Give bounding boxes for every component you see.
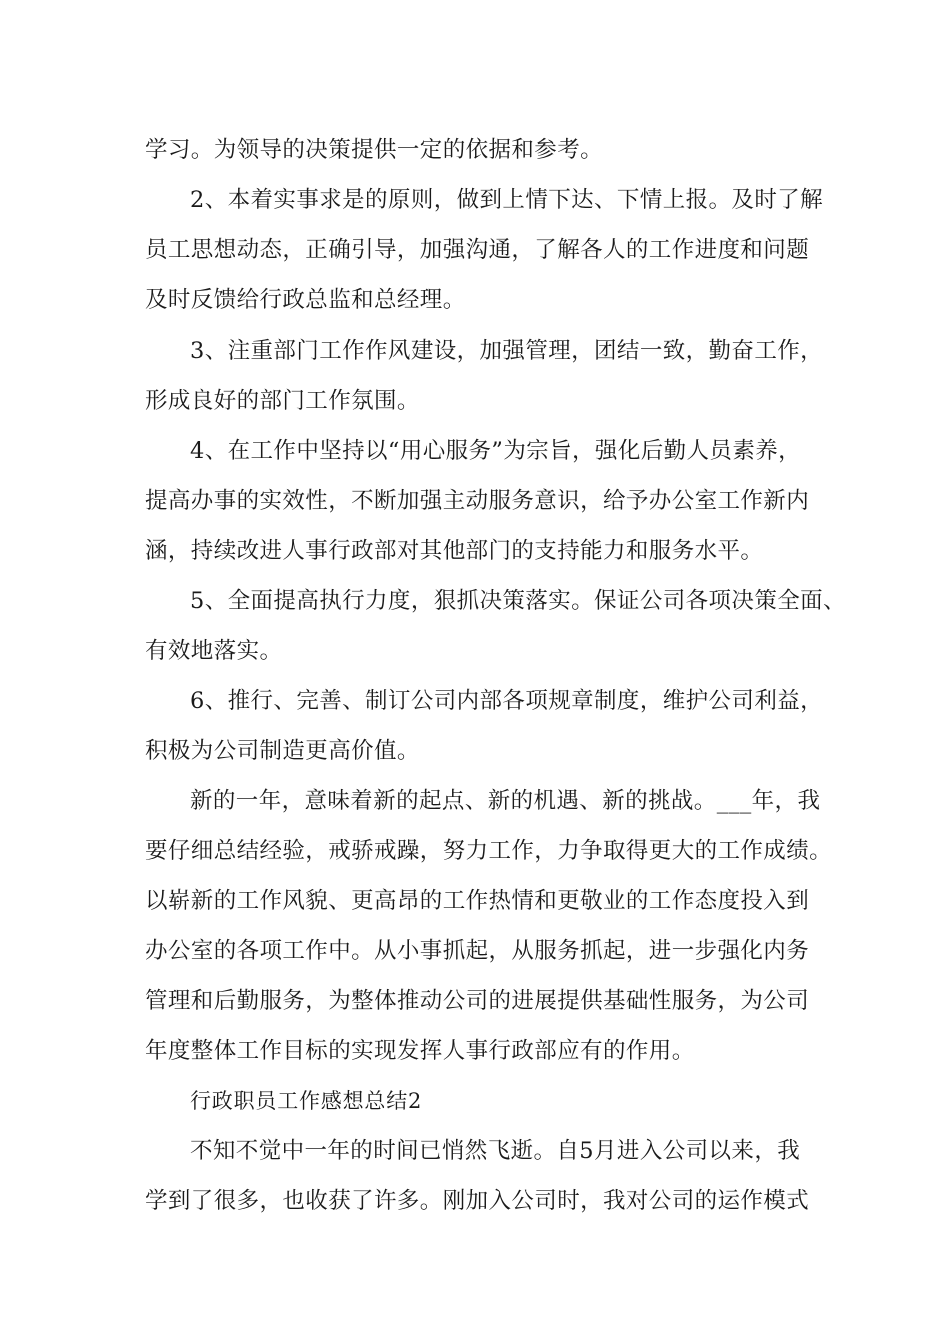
- text-line-4: 及时反馈给行政总监和总经理。: [145, 287, 466, 313]
- text-line-12: 6、推行、完善、制订公司内部各项规章制度，维护公司利益，: [190, 688, 824, 714]
- text-line-13: 积极为公司制造更高价值。: [145, 738, 420, 764]
- text-line-17: 办公室的各项工作中。从小事抓起，从服务抓起，进一步强化内务: [145, 938, 810, 964]
- text-line-1: 学习。为领导的决策提供一定的依据和参考。: [145, 137, 604, 163]
- text-line-10: 5、全面提高执行力度，狠抓决策落实。保证公司各项决策全面、: [190, 588, 846, 614]
- text-line-21: 不知不觉中一年的时间已悄然飞逝。自5月进入公司以来，我: [190, 1138, 801, 1164]
- text-line-18: 管理和后勤服务，为整体推动公司的进展提供基础性服务，为公司: [145, 988, 810, 1014]
- text-line-11: 有效地落实。: [145, 638, 283, 664]
- text-line-7: 4、在工作中坚持以“用心服务”为宗旨，强化后勤人员素养，: [190, 438, 802, 464]
- text-line-14: 新的一年，意味着新的起点、新的机遇、新的挑战。___年，我: [190, 788, 821, 814]
- text-line-19: 年度整体工作目标的实现发挥人事行政部应有的作用。: [145, 1038, 695, 1064]
- text-line-9: 涵，持续改进人事行政部对其他部门的支持能力和服务水平。: [145, 538, 764, 564]
- section-title: 行政职员工作感想总结2: [190, 1089, 423, 1113]
- text-line-3: 员工思想动态，正确引导，加强沟通，了解各人的工作进度和问题: [145, 237, 810, 263]
- text-line-22: 学到了很多，也收获了许多。刚加入公司时，我对公司的运作模式: [145, 1188, 810, 1214]
- text-line-5: 3、注重部门工作作风建设，加强管理，团结一致，勤奋工作，: [190, 338, 824, 364]
- text-line-8: 提高办事的实效性，不断加强主动服务意识，给予办公室工作新内: [145, 488, 810, 514]
- text-line-15: 要仔细总结经验，戒骄戒躁，努力工作，力争取得更大的工作成绩。: [145, 838, 833, 864]
- text-line-2: 2、本着实事求是的原则，做到上情下达、下情上报。及时了解: [190, 187, 824, 213]
- text-line-16: 以崭新的工作风貌、更高昂的工作热情和更敬业的工作态度投入到: [145, 888, 810, 914]
- text-line-6: 形成良好的部门工作氛围。: [145, 388, 420, 414]
